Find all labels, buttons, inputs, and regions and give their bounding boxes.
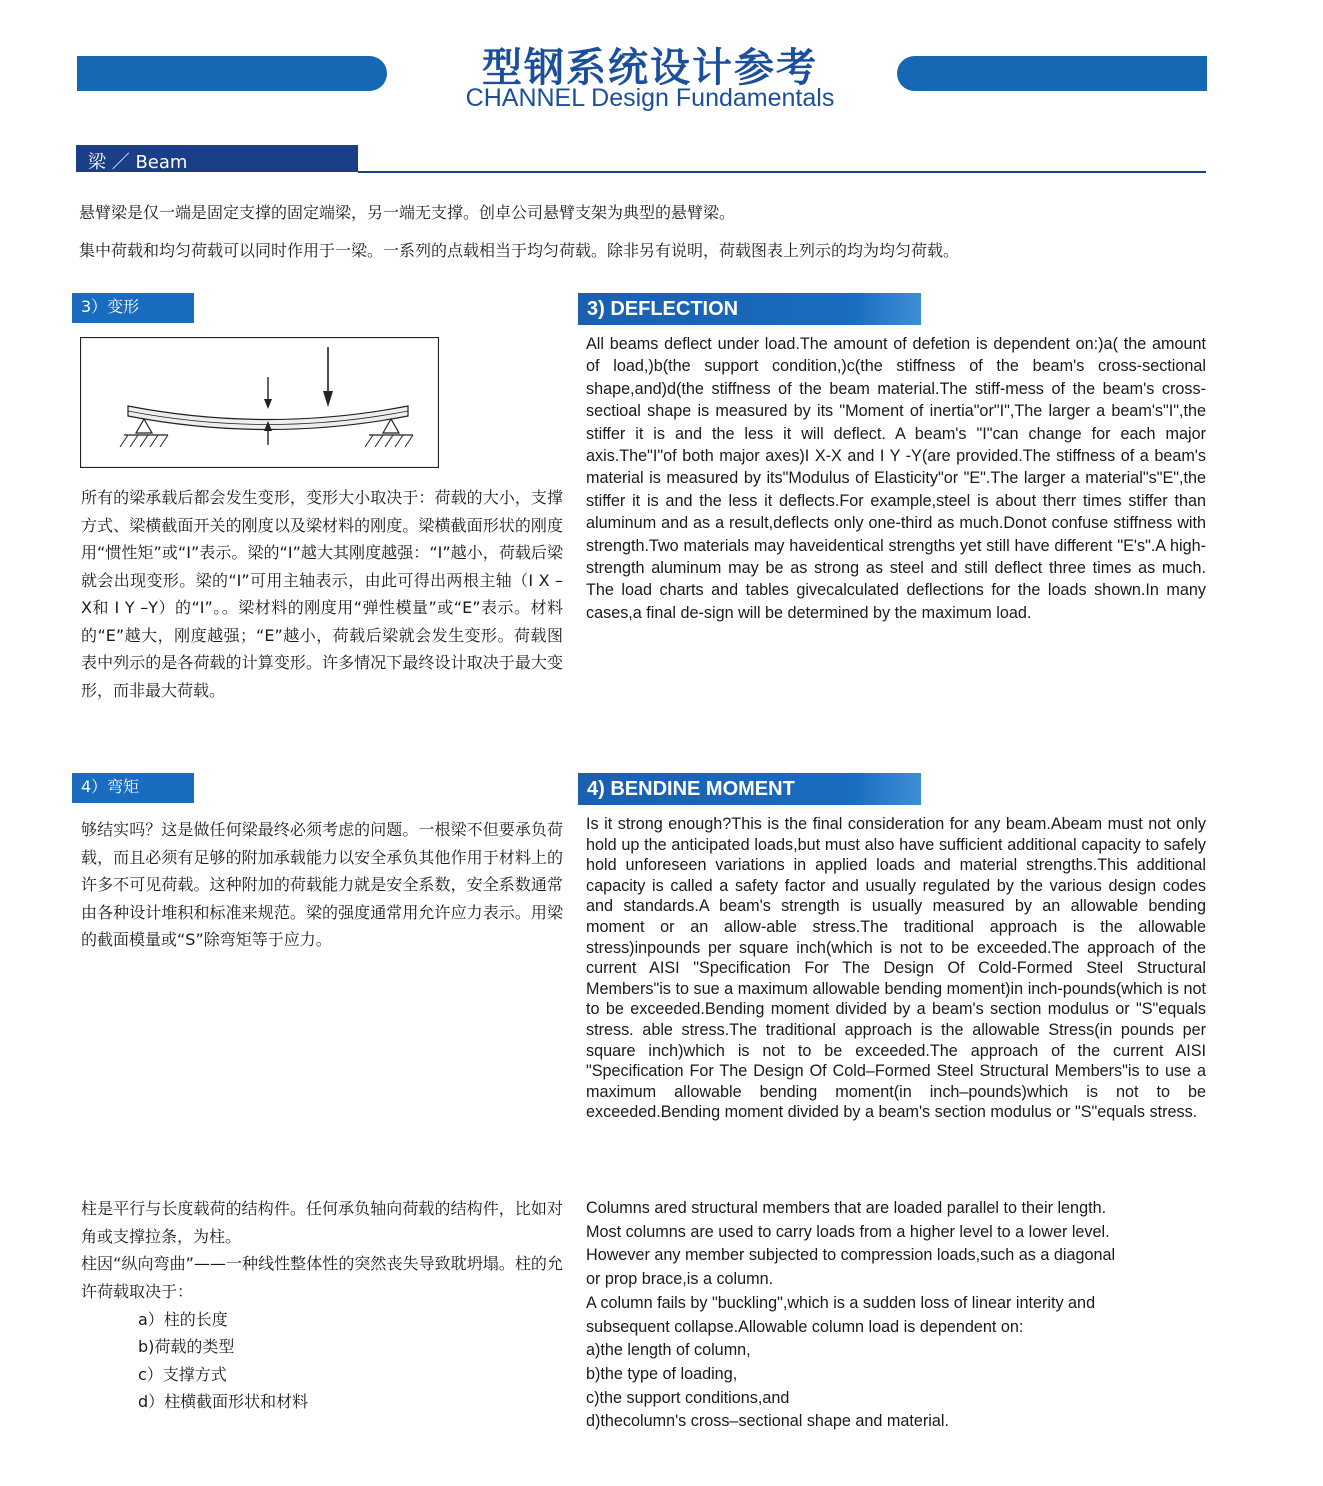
columns-en-line: subsequent collapse.Allowable column load is dependent on:: [586, 1317, 1024, 1336]
columns-en-line: However any member subjected to compression loads,such as a diagonal: [586, 1246, 1116, 1265]
columns-cn-text-1: 柱是平行与长度载荷的结构件。任何承负轴向荷载的结构件，比如对角或支撑拉条，为柱。: [81, 1199, 563, 1246]
section-label: 梁 ／ Beam: [88, 152, 188, 173]
columns-en-line: a)the length of column,: [586, 1341, 751, 1360]
header-bar-left: [77, 56, 387, 91]
tab-moment-cn: 4）弯矩: [72, 773, 194, 803]
columns-en-text: [586, 1197, 1206, 1434]
columns-cn-list-item: c）支撑方式: [138, 1365, 227, 1384]
columns-en-line: c)the support conditions,and: [586, 1388, 790, 1407]
tab-deflection-en: 3) DEFLECTION: [578, 293, 921, 325]
columns-en-line: d)thecolumn's cross–sectional shape and material.: [586, 1412, 950, 1431]
page-title-cn: 型钢系统设计参考: [482, 45, 818, 91]
page-title-en: CHANNEL Design Fundamentals: [465, 84, 835, 112]
columns-cn-list-item: a）柱的长度: [138, 1310, 228, 1329]
header-bar-right: [897, 56, 1207, 91]
columns-cn-list-item: b)荷载的类型: [138, 1337, 235, 1356]
columns-en-line: A column fails by "buckling",which is a sudden loss of linear interity and: [586, 1293, 1096, 1312]
intro-line-2: 集中荷载和均匀荷载可以同时作用于一梁。一系列的点载相当于均匀荷载。除非另有说明，荷载图表上列示的均为均匀荷载。: [79, 241, 960, 260]
columns-en-line: or prop brace,is a column.: [586, 1270, 774, 1289]
deflection-en-text: All beams deflect under load.The amount of defetion is dependent on:)a( the amount of load,)b(the support condition,)c(the stiffness of the beam's cross-sectional shape,and)d(the stiffness of the beam material.The stiff-mess of the beam's cross-sectioal shape is measured by its "Moment of inertia"or"I",The larger a beam's"I",the stiffer it is and the less it will deflect. A beam's "I"can change for each major axis.The"I"of both major axes)I X-X and I Y -Y(are provided.The stiffness of a beam's material is measured by its"Modulus of Elasticity"or "E".The larger a material"s"E",the stiffer it is and the less it deflects.For example,steel is about therr times stiffer than aluminum and as a result,deflects only one-third as much.Donot confuse stiffness with strength.Two materials may haveidentical strengths yet still have different "E's".A high-strength aluminum may be as strong as steel and still deflect three times as much. The load charts and tables givecalculated deflections for the loads shown.In many cases,a final de-sign will be determined by the maximum load.: [586, 335, 1206, 622]
columns-cn-text-2: 柱因“纵向弯曲”——一种线性整体性的突然丧失导致耽坍塌。柱的允许荷载取决于：: [81, 1254, 563, 1301]
section-divider: [358, 171, 1206, 173]
columns-cn-list-item: d）柱横截面形状和材料: [138, 1392, 309, 1411]
columns-en-line: Most columns are used to carry loads from a higher level to a lower level.: [586, 1222, 1110, 1241]
deflection-cn-text: 所有的梁承载后都会发生变形，变形大小取决于：荷载的大小，支撑方式、梁横截面开关的刚度以及梁材料的刚度。梁横截面形状的刚度用“惯性矩”或“I”表示。梁的“I”越大其刚度越强：“I”越小，荷载后梁就会出现变形。梁的“I”可用主轴表示，由此可得出两根主轴（I X –X和 I Y –Y）的“I”。。梁材料的刚度用“弹性模量”或“E”表示。材料的“E”越大，刚度越强；“E”越小，荷载后梁就会发生变形。荷载图表中列示的是各荷载的计算变形。许多情况下最终设计取决于最大变形，而非最大荷载。: [81, 488, 563, 700]
tab-moment-en: 4) BENDINE MOMENT: [578, 773, 921, 805]
columns-en-line: Columns ared structural members that are loaded parallel to their length.: [586, 1199, 1107, 1217]
columns-en-line: b)the type of loading,: [586, 1364, 738, 1383]
beam-deflection-diagram: [80, 337, 439, 468]
tab-deflection-cn: 3）变形: [72, 293, 194, 323]
intro-line-1: 悬臂梁是仅一端是固定支撑的固定端梁，另一端无支撑。创卓公司悬臂支架为典型的悬臂梁。: [79, 203, 736, 222]
moment-en-text: Is it strong enough?This is the final consideration for any beam.Abeam must not only hold up the anticipated loads,but must also have sufficient additional capacity to safely hold unforeseen variations in applied loads and material strengths.This additional capacity is called a safety factor and usually regulated by the various design codes and standards.A beam's strength is usually measured by an allowable bending moment or an allow-able stress.The traditional approach is the allowable stress)inpounds per square inch(which is not to be exceeded.The approach of the current AISI "Specification For The Design Of Cold-Formed Steel Structural Members"is to sue a maximum allowable bending moment)in inch-pounds(which is not to be exceeded.Bending moment divided by a beam's section modulus or "S"equals stress. able stress.The traditional approach is the allowable Stress(in pounds per square inch)which is not to be exceeded.The approach of the current AISI "Specification For The Design Of Cold–Formed Steel Structural Members"is to use a maximum allowable bending moment(in inch–pounds)which is not to be exceeded.Bending moment divided by a beam's section modulus or "S"equals stress.: [586, 815, 1206, 1122]
moment-cn-text: 够结实吗？这是做任何梁最终必须考虑的问题。一根梁不但要承负荷载，而且必须有足够的附加承载能力以安全承负其他作用于材料上的许多不可见荷载。这种附加的荷载能力就是安全系数，安全系数通常由各种设计堆积和标准来规范。梁的强度通常用允许应力表示。用梁的截面模量或“S”除弯矩等于应力。: [81, 820, 563, 949]
